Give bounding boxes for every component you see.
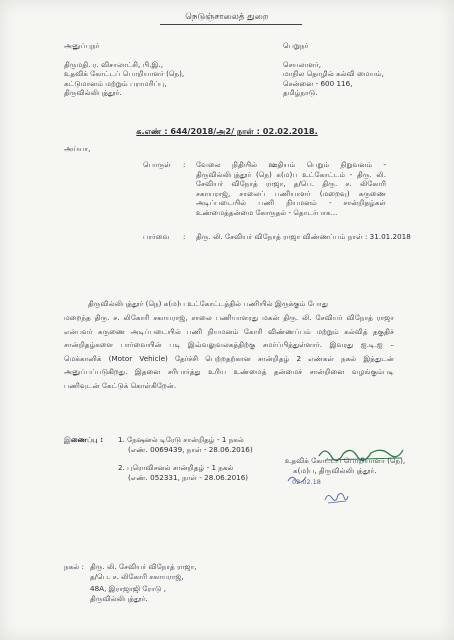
copy-line: திரு. லி. சேவியர் விநோத் ராஜா, xyxy=(90,562,197,571)
copy-line: 48A, இராஜாஜி ரோடு , xyxy=(90,584,166,594)
sender-line: கட்டுமானம் மற்றும் பராமரிப்பு, xyxy=(64,78,167,88)
receiver-label: பெறுநர் xyxy=(283,41,309,50)
sender-block xyxy=(64,41,184,98)
enclosure-label: இணைப்பு : xyxy=(64,435,104,444)
signature-title: உதவிக் கோட்டப் பொறியாளர் (நெ), xyxy=(285,456,406,465)
signature-block xyxy=(285,456,405,475)
reference-colon: : xyxy=(183,232,186,241)
receiver-line: மாநில தொழில் கல்வி மையம், xyxy=(283,69,384,79)
body-paragraph-first-line: திருவில்லிபுத்தூர் (நெ) க(ம)ப உட்கோட்டத்தில் பணியில் இருக்கும் போது xyxy=(88,299,329,308)
reference-number: க.எண் : 644/2018/அ2/ நாள் : 02.02.2018. xyxy=(136,126,318,136)
copy-line: த/பெ. ச. லிகோரி சகாயராஜ், xyxy=(90,571,184,581)
subject-colon: : xyxy=(183,160,186,169)
department-heading: நெடுஞ்சாலைத் துறை xyxy=(185,12,269,22)
sender-line: உதவிக் கோட்டப் பொறியாளர் (நெ), xyxy=(64,69,185,79)
signature-office: க(ம)ப, திருவில்லிபுத்தூர். xyxy=(293,465,377,475)
sender-line: திருமதி. ர. விசாலாட்சி, பி.இ., xyxy=(64,59,164,69)
receiver-line: தமிழ்நாடு. xyxy=(283,88,318,98)
handwritten-note xyxy=(322,490,350,504)
enclosure-item-title: 2. புரொவிசனல் சான்றிதழ் - 1 நகல் xyxy=(118,463,234,472)
copy-line: திருவில்லிபுத்தூர். xyxy=(90,593,148,603)
salutation: அய்யா, xyxy=(64,144,91,153)
body-paragraph: மறைந்த திரு. ச. லிகோரி சகாயராஜ், சாலை பணியாளரது மகன் திரு. லி. சேவியர் விநோத் ராஜா என்பவர் கருணை அடிப்படையில் பணி நியமனம் கோரி விண்ணப்பம் மற்றும் கல்வித் தகுதிச் சான்றிதழ்களை பார்வையின் படி இவ்வலுவலகத்திற்கு சமர்ப்பித்துள்ளார். இவரது ஐ.டி.ஐ – மெக்கானிக் (Motor Vehicle) தேர்ச்சி பெற்றதற்கான சான்றிதழ் 2 எண்கள் நகல் இத்துடன் அனுப்பப்படுகிறது. இதனை சரிபார்த்து உரிய உண்மைத் தன்மைச் சான்றினை வழங்கும்படி பணிவுடன் கேட்டுக் கொள்கிறேன். xyxy=(64,313,394,390)
sender-label: அனுப்புநர் xyxy=(64,41,100,50)
initial-mark xyxy=(286,474,308,484)
enclosure-item-title: 1. நேஷனல் டிரேடு சான்றிதழ் - 1 நகல் xyxy=(118,435,244,444)
enclosure-item-detail: (எண். 0069439, நாள் - 28.06.2016) xyxy=(128,444,253,454)
receiver-line: சென்னை - 600 116, xyxy=(283,78,353,88)
enclosure-item xyxy=(118,435,253,454)
department-underline xyxy=(160,24,302,25)
receiver-line: செயலாளர், xyxy=(283,59,321,69)
reference-label: பார்வை xyxy=(143,232,170,241)
receiver-block xyxy=(283,41,384,98)
enclosure-item xyxy=(118,463,248,482)
copy-label: நகல் : xyxy=(64,562,84,571)
sender-line: திருவில்லிபுத்தூர். xyxy=(64,88,122,98)
subject-text: வேலை நிதியில் ஊதியம் பெறும் நிறுவனம் - திருவில்லிபுத்தூர் (நெ) க(ம)ப உட்கோட்டம் - திரு. லி. சேவியர் விநோத் ராஜா, த/பெ. திரு. ச. லிகோரி சகாயராஜ், சாலைப் பணியாளர் (மறைவு) கருணை அடிப்படையில் பணி நியமனம் - சான்றிதழ்கள் உண்மைத்தன்மை கோருதல் - தொடர்பாக... xyxy=(196,160,386,217)
initial-date: 02.02.18 xyxy=(292,478,321,486)
reference-text: திரு. லி. சேவியர் விநோத் ராஜா விண்ணப்பம் நாள் : 31.01.2018 xyxy=(196,232,411,241)
copy-recipient xyxy=(90,562,197,603)
subject-label: பொருள் xyxy=(143,160,171,169)
enclosure-item-detail: (எண். 052331, நாள் - 28.06.2016) xyxy=(128,472,249,482)
